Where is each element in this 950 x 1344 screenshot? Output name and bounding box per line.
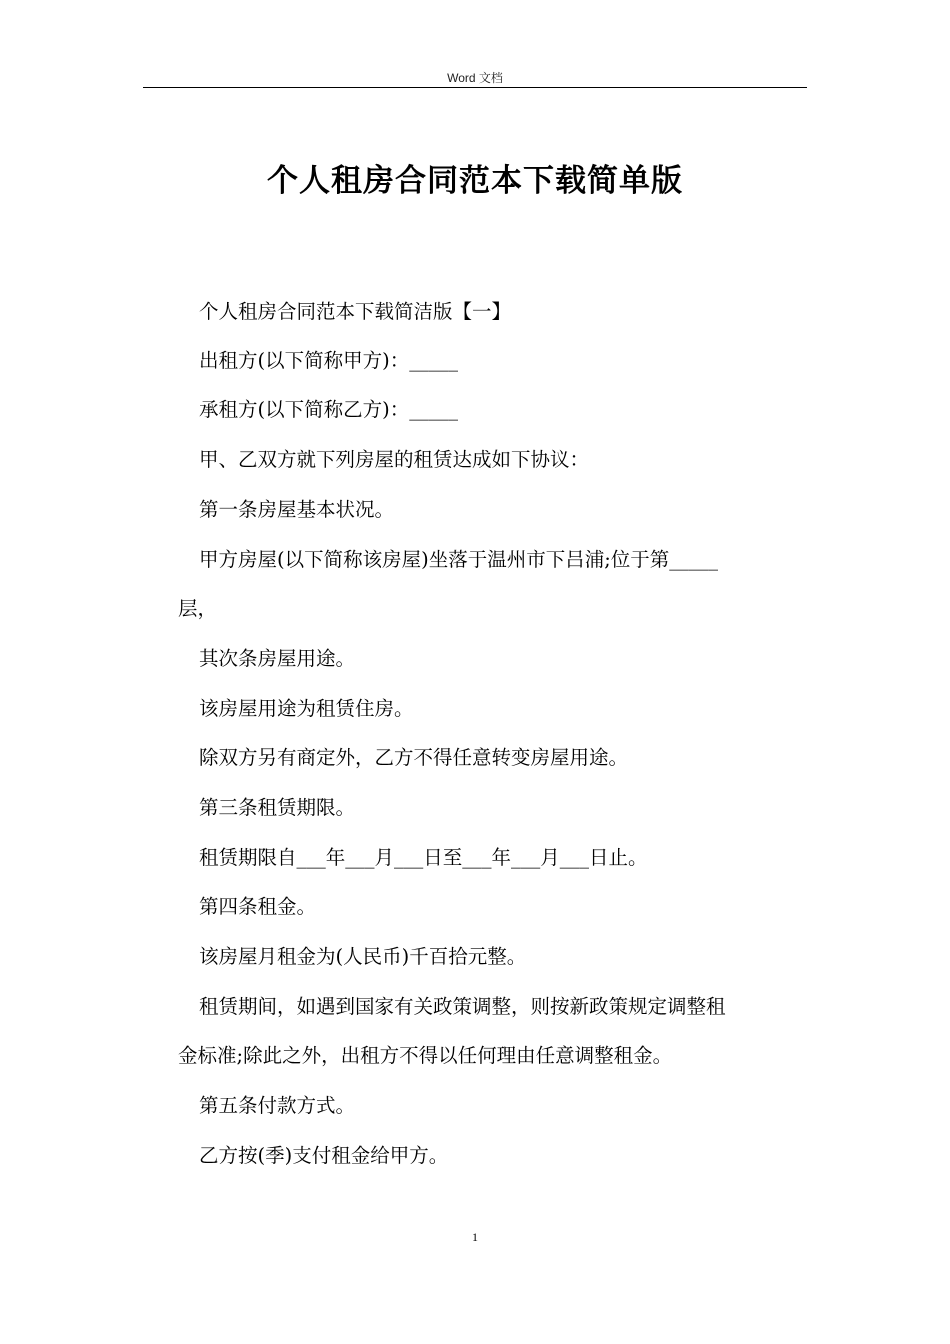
paragraph: 甲方房屋(以下简称该房屋)坐落于温州市下吕浦;位于第_____ xyxy=(199,548,719,571)
paragraph: 租赁期间，如遇到国家有关政策调整，则按新政策规定调整租 xyxy=(199,995,726,1018)
paragraph: 该房屋用途为租赁住房。 xyxy=(199,697,414,720)
paragraph: 第四条租金。 xyxy=(199,895,317,918)
paragraph: 其次条房屋用途。 xyxy=(199,647,356,670)
paragraph: 第五条付款方式。 xyxy=(199,1094,356,1117)
header-rule xyxy=(143,87,807,88)
page-number: 1 xyxy=(472,1230,478,1244)
document-title: 个人租房合同范本下载简单版 xyxy=(267,163,683,199)
paragraph-continuation: 层， xyxy=(178,597,218,620)
paragraph-continuation: 金标准;除此之外，出租方不得以任何理由任意调整租金。 xyxy=(178,1044,673,1067)
paragraph: 甲、乙双方就下列房屋的租赁达成如下协议： xyxy=(199,448,590,471)
paragraph: 除双方另有商定外，乙方不得任意转变房屋用途。 xyxy=(199,746,629,769)
paragraph: 出租方(以下简称甲方)：_____ xyxy=(199,349,458,372)
paragraph: 第三条租赁期限。 xyxy=(199,796,356,819)
paragraph: 租赁期限自___年___月___日至___年___月___日止。 xyxy=(199,846,648,869)
paragraph: 该房屋月租金为(人民币)千百拾元整。 xyxy=(199,945,527,968)
header-text: Word 文档 xyxy=(447,71,503,85)
paragraph: 第一条房屋基本状况。 xyxy=(199,498,395,521)
paragraph: 个人租房合同范本下载简洁版【一】 xyxy=(199,300,512,323)
paragraph: 承租方(以下简称乙方)：_____ xyxy=(199,398,458,421)
paragraph: 乙方按(季)支付租金给甲方。 xyxy=(199,1144,449,1167)
